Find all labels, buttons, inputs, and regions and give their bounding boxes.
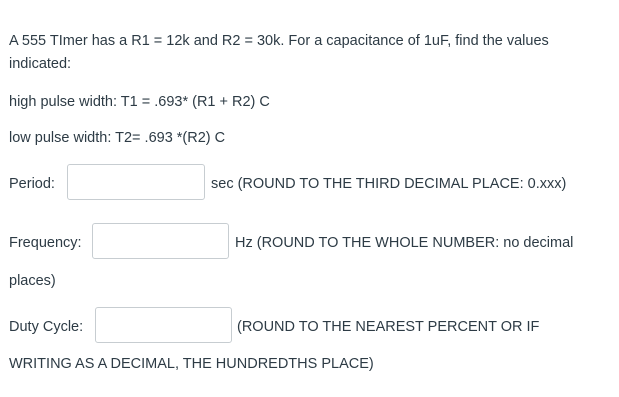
formula-high-pulse-width: high pulse width: T1 = .693* (R1 + R2) C bbox=[9, 94, 270, 110]
frequency-hint: Hz (ROUND TO THE WHOLE NUMBER: no decimal bbox=[235, 235, 574, 251]
duty-cycle-label: Duty Cycle: bbox=[9, 319, 84, 335]
period-hint: sec (ROUND TO THE THIRD DECIMAL PLACE: 0.xxx) bbox=[211, 176, 567, 192]
frequency-label: Frequency: bbox=[9, 235, 82, 251]
frequency-input[interactable] bbox=[92, 223, 229, 259]
period-input[interactable] bbox=[67, 164, 205, 200]
duty-cycle-input[interactable] bbox=[95, 307, 232, 343]
question-intro-line-1: A 555 TImer has a R1 = 12k and R2 = 30k. For a capacitance of 1uF, find the values bbox=[9, 33, 549, 49]
period-label: Period: bbox=[9, 176, 55, 192]
duty-cycle-hint-continued: WRITING AS A DECIMAL, THE HUNDREDTHS PLACE) bbox=[9, 356, 374, 372]
formula-low-pulse-width: low pulse width: T2= .693 *(R2) C bbox=[9, 130, 226, 146]
question-intro-line-2: indicated: bbox=[9, 56, 72, 72]
frequency-hint-continued: places) bbox=[9, 273, 56, 289]
duty-cycle-hint: (ROUND TO THE NEAREST PERCENT OR IF bbox=[237, 319, 540, 335]
